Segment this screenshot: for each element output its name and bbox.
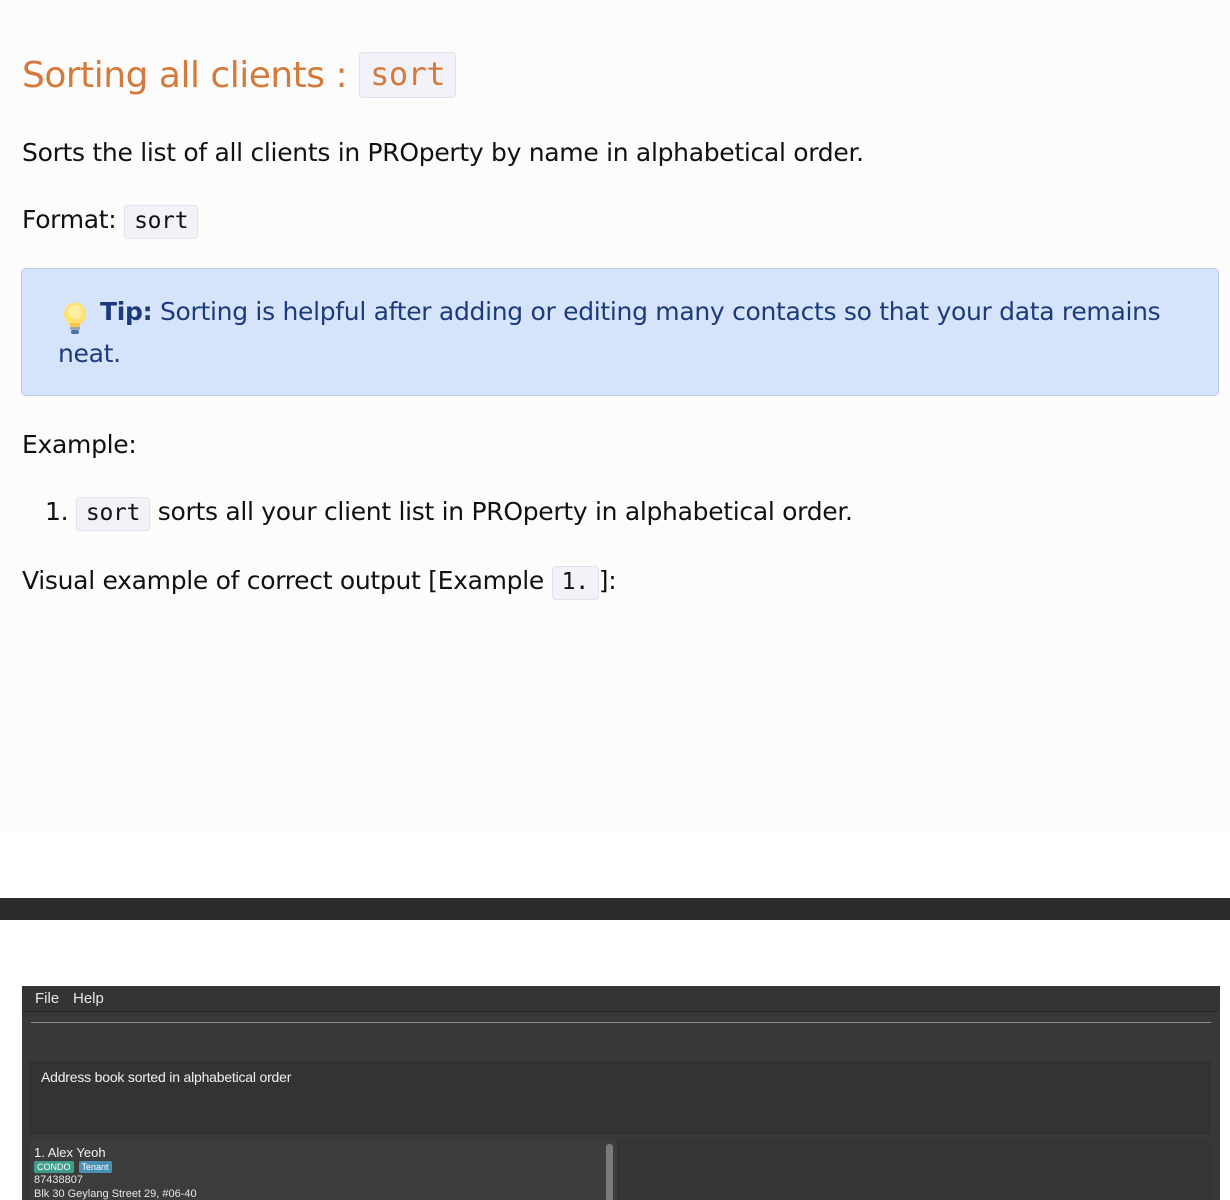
visual-example-line [22,566,616,595]
format-line [22,205,198,234]
visual-example-suffix: ]: [598,566,617,595]
result-message: Address book sorted in alphabetical order [41,1069,292,1085]
menu-file[interactable]: File [35,990,60,1007]
client-list-scrollbar[interactable] [606,1144,613,1200]
client-card-tags [34,1161,112,1173]
menu-bar [22,986,1220,1012]
example-item-text: sorts all your client list in PROperty in alphabetical order. [157,497,853,526]
tip-label: Tip: [100,297,153,326]
command-box-underline [31,1022,1211,1023]
tip-text: Sorting is helpful after adding or editing many contacts so that your data remains [159,297,1161,326]
tag-tenant: Tenant [79,1161,112,1173]
app-screenshot [22,986,1220,1200]
tip-text-line2: neat. [58,339,121,368]
visual-example-prefix: Visual example of correct output [Example [22,566,544,595]
tip-text-line1 [100,297,1160,326]
format-label: Format: [22,205,117,234]
client-card-address: Blk 30 Geylang Street 29, #06-40 [34,1188,197,1200]
heading-command-code: sort [359,52,456,98]
section-description: Sorts the list of all clients in PROperty by name in alphabetical order. [22,138,864,167]
client-card-name[interactable]: 1. Alex Yeoh [34,1145,106,1160]
result-display [30,1062,1210,1134]
example-item-number: 1. [45,497,69,526]
example-label: Example: [22,430,137,459]
visual-example-ref-code: 1. [552,566,599,600]
divider-bar [0,898,1230,920]
client-card-phone: 87438807 [34,1174,83,1186]
tag-condo: CONDO [34,1161,74,1173]
command-box[interactable] [22,1012,1220,1052]
lightbulb-icon [62,301,88,335]
heading-title: Sorting all clients : [22,54,348,96]
format-command-code: sort [124,205,198,239]
detail-panel [618,1140,1212,1200]
menu-help[interactable]: Help [73,990,104,1007]
tip-callout [21,268,1219,396]
section-heading [22,52,456,98]
example-item [45,497,853,526]
example-item-command-code: sort [76,497,150,531]
